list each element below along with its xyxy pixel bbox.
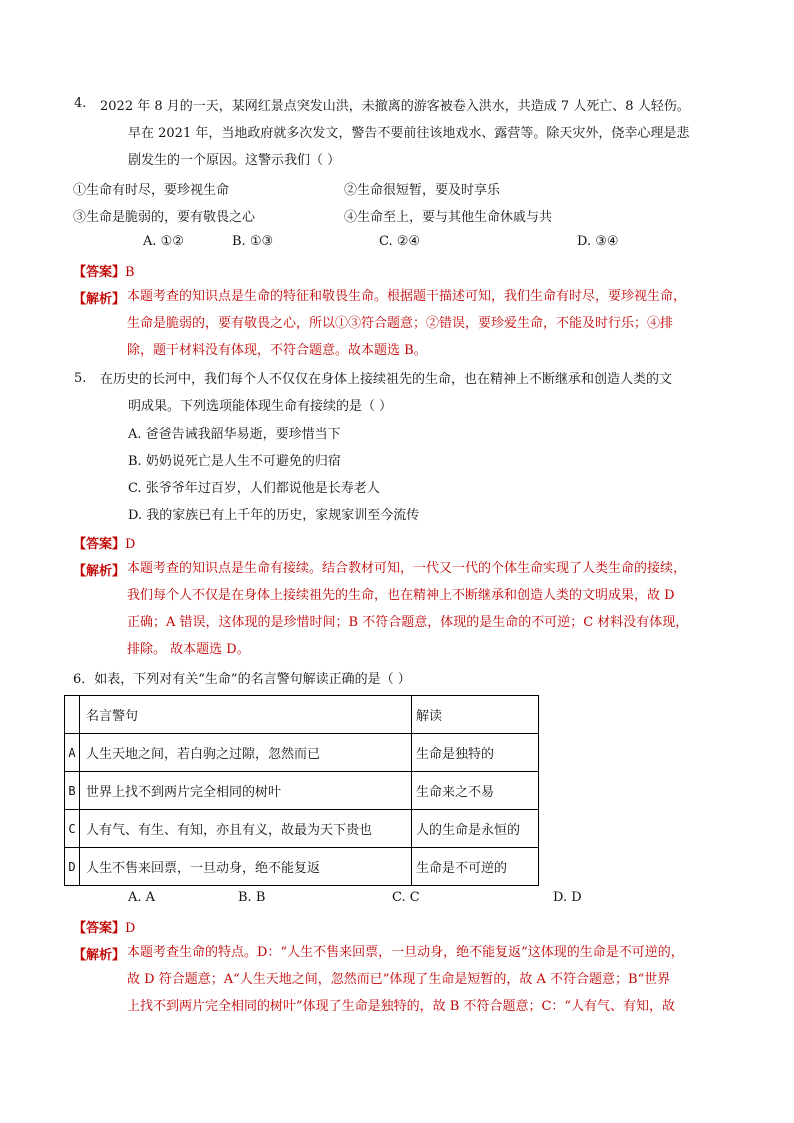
answer-label: 【答案】 [73, 265, 126, 280]
analysis-text [127, 555, 688, 663]
option-d: D. ③④ [577, 234, 619, 249]
table-cell: 生命是不可逆的 [412, 848, 539, 886]
answer-value: D [125, 921, 136, 936]
analysis-text [127, 283, 686, 364]
analysis-line: 本题考查生命的特点。D：“人生不售来回票，一旦动身，绝不能复返”这体现的生命是不可逆的， [127, 945, 684, 960]
stem-line: 明成果。下列选项能体现生命有接续的是（ ） [128, 399, 393, 414]
table-cell: C [65, 810, 80, 848]
table-row [65, 810, 539, 848]
table-cell: 人生天地之间，若白驹之过隙，忽然而已 [80, 734, 412, 772]
table-cell: 人生不售来回票，一旦动身，绝不能复返 [80, 848, 412, 886]
table-row [65, 848, 539, 886]
analysis-line: 故 D 符合题意；A“人生天地之间，忽然而已”体现了生命是短暂的，故 A 不符合题意；B“世界 [127, 972, 671, 987]
table-cell: D [65, 848, 80, 886]
quote-table [64, 695, 539, 886]
option-b: B. B [238, 890, 266, 905]
question-5-options [128, 421, 419, 529]
table-row [65, 734, 539, 772]
table-cell: 世界上找不到两片完全相同的树叶 [80, 772, 412, 810]
option-d: D. 我的家族已有上千年的历史，家规家训至今流传 [128, 508, 420, 523]
table-cell: 人的生命是永恒的 [412, 810, 539, 848]
table-cell: 人有气、有生、有知，亦且有义，故最为天下贵也 [80, 810, 412, 848]
statement-4: ④生命至上，要与其他生命休戚与共 [344, 210, 553, 225]
option-b: B. ①③ [232, 234, 274, 249]
answer-value: D [125, 537, 136, 552]
stem-line: 剧发生的一个原因。这警示我们（ ） [128, 153, 341, 168]
question-5-number: 5. [74, 371, 87, 386]
question-5-stem [100, 366, 672, 420]
analysis-text [127, 939, 684, 1020]
answer-value: B [125, 265, 135, 280]
table-header: 解读 [412, 696, 539, 734]
analysis-line: 除，题干材料没有体现，不符合题意。故本题选 B。 [127, 343, 427, 358]
statement-1: ①生命有时尽，要珍视生命 [73, 183, 230, 198]
table-header: 名言警句 [80, 696, 412, 734]
option-d: D. D [553, 890, 582, 905]
analysis-line: 本题考查的知识点是生命有接续。结合教材可知，一代又一代的个体生命实现了人类生命的接续， [127, 561, 687, 576]
analysis-line: 排除。 故本题选 D。 [127, 642, 250, 657]
answer-label: 【答案】 [73, 921, 126, 936]
table-cell [65, 696, 80, 734]
analysis-line: 上找不到两片完全相同的树叶”体现了生命是独特的，故 B 不符合题意；C：“人有气、有知，故 [127, 999, 676, 1014]
answer-row [73, 533, 135, 552]
option-c: C. 张爷爷年过百岁，人们都说他是长寿老人 [128, 481, 380, 496]
question-6-stem: 6．如表，下列对有关“生命”的名言警句解读正确的是（ ） [73, 672, 411, 687]
answer-row [73, 261, 135, 280]
question-4-number: 4. [74, 96, 87, 111]
option-c: C. ②④ [379, 234, 421, 249]
option-a: A. 爸爸告诫我韶华易逝，要珍惜当下 [128, 427, 341, 442]
question-4-stem [100, 93, 690, 174]
analysis-label: 【解析】 [73, 292, 126, 307]
table-header-row [65, 696, 539, 734]
option-b: B. 奶奶说死亡是人生不可避免的归宿 [128, 454, 341, 469]
stem-line: 2022 年 8 月的一天，某网红景点突发山洪，未撤离的游客被卷入洪水，共造成 7 人死亡、8 人轻伤。 [100, 99, 690, 114]
table-cell: 生命来之不易 [412, 772, 539, 810]
analysis-label: 【解析】 [73, 948, 126, 963]
table-cell: A [65, 734, 80, 772]
analysis-line: 我们每个人不仅是在身体上接续祖先的生命，也在精神上不断继承和创造人类的文明成果，故 D [127, 588, 675, 603]
analysis-label: 【解析】 [73, 564, 126, 579]
stem-line: 早在 2021 年，当地政府就多次发文，警告不要前往该地戏水、露营等。除天灾外，侥幸心理是悲 [128, 126, 690, 141]
option-a: A. ①② [143, 234, 184, 249]
option-c: C. C [392, 890, 420, 905]
table-cell: 生命是独特的 [412, 734, 539, 772]
answer-label: 【答案】 [73, 537, 126, 552]
option-a: A. A [128, 890, 156, 905]
analysis-line: 生命是脆弱的，要有敬畏之心，所以①③符合题意；②错误，要珍爱生命，不能及时行乐；④排 [127, 316, 674, 331]
answer-row [73, 917, 135, 936]
analysis-line: 正确；A 错误，这体现的是珍惜时间；B 不符合题意，体现的是生命的不可逆；C 材料没有体现， [127, 615, 689, 630]
table-cell: B [65, 772, 80, 810]
stem-line: 在历史的长河中，我们每个人不仅仅在身体上接续祖先的生命，也在精神上不断继承和创造人类的文 [100, 372, 673, 387]
analysis-line: 本题考查的知识点是生命的特征和敬畏生命。根据题干描述可知，我们生命有时尽，要珍视生命， [127, 289, 687, 304]
table-row [65, 772, 539, 810]
statement-2: ②生命很短暂，要及时享乐 [344, 183, 501, 198]
statement-3: ③生命是脆弱的，要有敬畏之心 [73, 210, 256, 225]
